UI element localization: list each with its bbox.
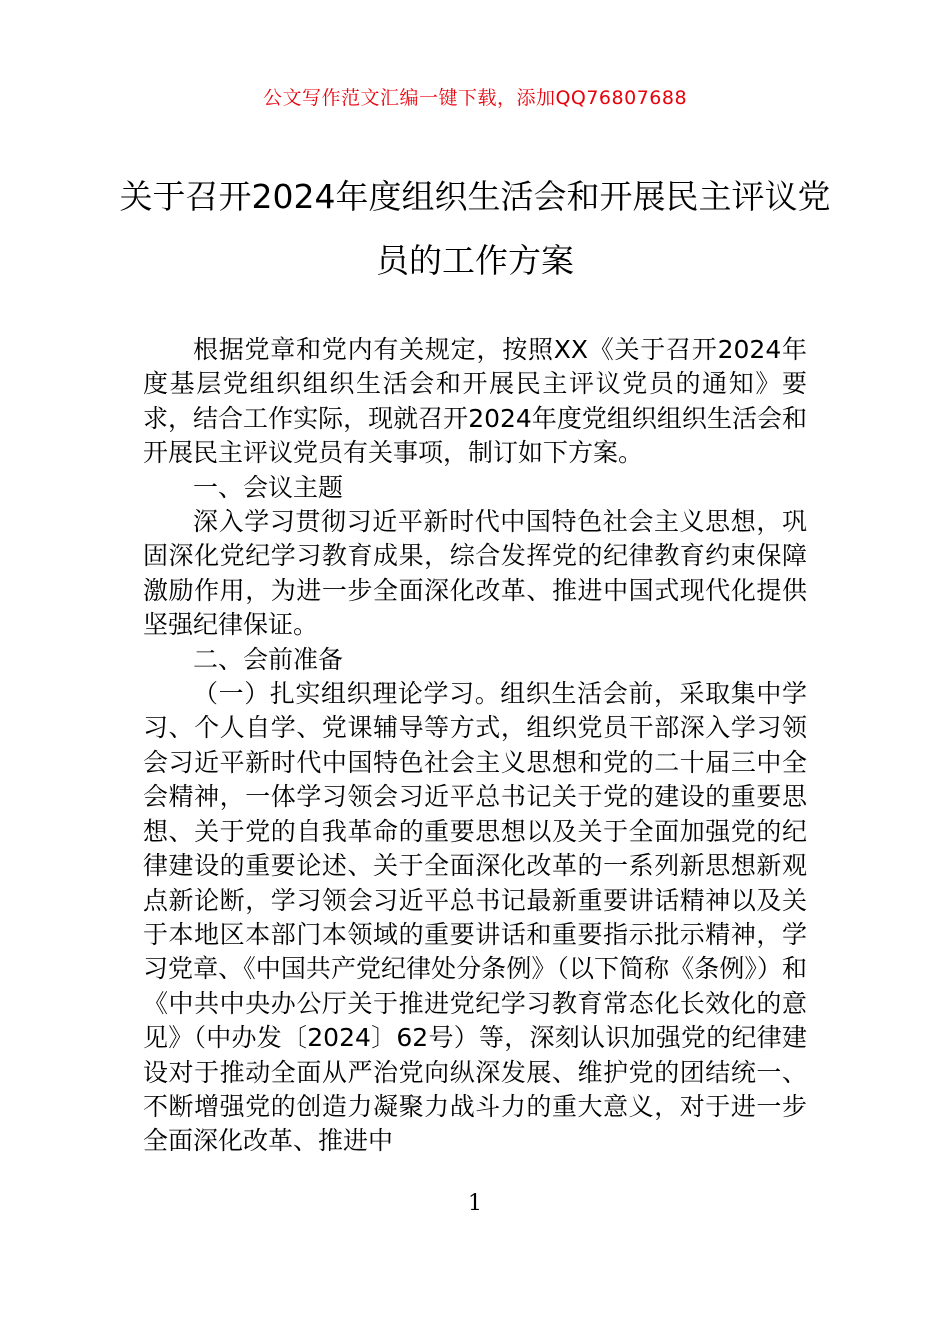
- page-number: 1: [468, 1191, 482, 1216]
- meeting-theme-paragraph: 深入学习贯彻习近平新时代中国特色社会主义思想，巩固深化党纪学习教育成果，综合发挥党的纪律教育约束保障激励作用，为进一步全面深化改革、推进中国式现代化提供坚强纪律保证。: [143, 507, 807, 640]
- document-title: 关于召开2024年度组织生活会和开展民主评议党员的工作方案: [119, 177, 831, 280]
- section-heading-meeting-theme: 一、会议主题: [193, 472, 344, 502]
- theory-study-paragraph: （一）扎实组织理论学习。组织生活会前，采取集中学习、个人自学、党课辅导等方式，组织党员干部深入学习领会习近平新时代中国特色社会主义思想和党的二十届三中全会精神，一体学习领会习近平总书记关于党的建设的重要思想、关于党的自我革命的重要思想以及关于全面加强党的纪律建设的重要论述、关于全面深化改革的一系列新思想新观点新论断，学习领会习近平总书记最新重要讲话精神以及关于本地区本部门本领域的重要讲话和重要指示批示精神，学习党章、《中国共产党纪律处分条例》（以下简称《条例》）和《中共中央办公厅关于推进党纪学习教育常态化长效化的意见》（中办发〔2024〕62号）等，深刻认识加强党的纪律建设对于推动全面从严治党向纵深发展、维护党的团结统一、不断增强党的创造力凝聚力战斗力的重大意义，对于进一步全面深化改革、推进中: [143, 679, 807, 1156]
- document-body: [143, 333, 807, 1159]
- section-heading-preparation: 二、会前准备: [193, 644, 344, 674]
- intro-paragraph: 根据党章和党内有关规定，按照XX《关于召开2024年度基层党组织组织生活会和开展民主评议党员的通知》要求，结合工作实际，现就召开2024年度党组织组织生活会和开展民主评议党员有关事项，制订如下方案。: [143, 335, 807, 468]
- download-watermark: 公文写作范文汇编一键下载，添加QQ76807688: [262, 87, 688, 109]
